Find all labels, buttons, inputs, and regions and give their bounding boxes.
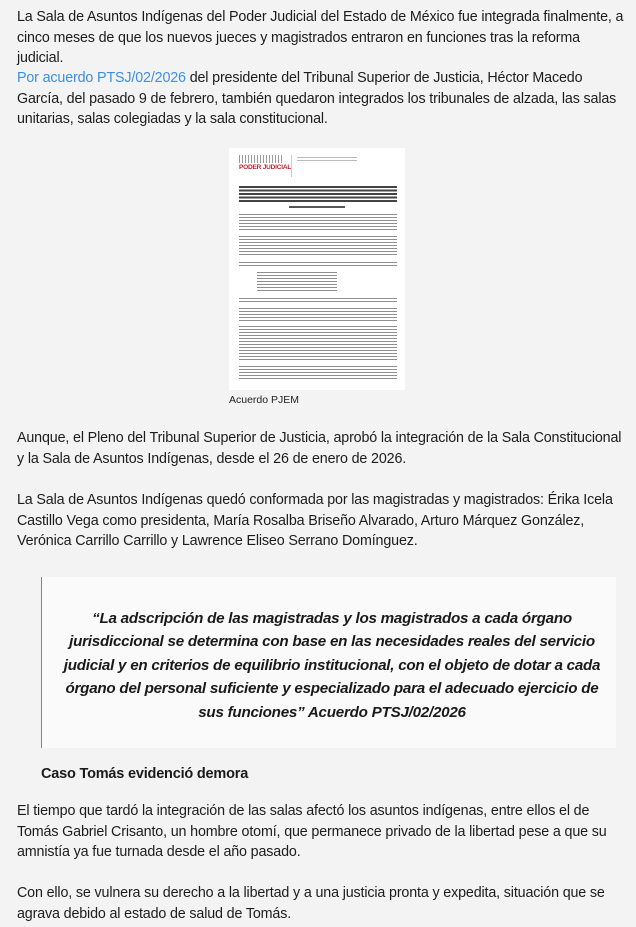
paragraph-acuerdo	[17, 68, 629, 130]
document-list-block	[257, 272, 337, 292]
logo-building-icon	[239, 155, 283, 163]
poder-judicial-logo: PODER JUDICIAL	[239, 164, 292, 171]
paragraph-magistrados: La Sala de Asuntos Indígenas quedó conformada por las magistradas y magistrados: Érika Icela Castillo Vega como presidenta, María Rosalba Briseño Alvarado, Arturo Márquez González, Verónica Carrillo Carrillo y Lawrence Eliseo Serrano Domínguez.	[17, 492, 613, 549]
paragraph-pleno: Aunque, el Pleno del Tribunal Superior de Justicia, aprobó la integración de la Sala Constitucional y la Sala de Asuntos Indígenas, desde el 26 de enero de 2026.	[17, 430, 622, 467]
image-caption: Acuerdo PJEM	[229, 394, 300, 406]
document-text-block	[239, 236, 397, 256]
document-text-block	[239, 214, 397, 230]
document-text-block	[239, 262, 397, 268]
acuerdo-link[interactable]: Por acuerdo PTSJ/02/2026	[17, 70, 186, 86]
document-text-block	[239, 366, 397, 380]
document-text-block	[239, 298, 397, 304]
document-header	[239, 155, 399, 183]
paragraph-derecho: Con ello, se vulnera su derecho a la libertad y a una justicia pronta y expedita, situación que se agrava debido al estado de salud de Tomás.	[17, 885, 605, 922]
logo-divider	[291, 155, 292, 177]
document-text-block	[239, 308, 397, 322]
acuerdo-document-image[interactable]	[229, 148, 405, 390]
paragraph-tomas: El tiempo que tardó la integración de las salas afectó los asuntos indígenas, entre ellos el de Tomás Gabriel Crisanto, un hombre otomí, que permanece privado de la libertad pese a que su amnistía ya fue turnada desde el año pasado.	[17, 803, 607, 860]
paragraph-acuerdo-text: del presidente del Tribunal Superior de Justicia, Héctor Macedo García, del pasado 9 de febrero, también quedaron integrados los tribunales de alzada, las salas unitarias, salas colegiadas y la sala constitucional.	[17, 70, 617, 127]
header-text-lines	[297, 157, 357, 163]
document-title-block	[239, 186, 397, 202]
blockquote	[41, 577, 616, 748]
section-heading: Caso Tomás evidenció demora	[41, 766, 249, 782]
document-text-block	[239, 326, 397, 362]
document-section-heading	[289, 206, 345, 208]
quote-text: “La adscripción de las magistradas y los magistrados a cada órgano jurisdiccional se determina con base en las necesidades reales del servicio judicial y en criterios de equilibrio institucional, con el objeto de dotar a cada órgano del personal suficiente y especializado para el adecuado ejercicio de sus funciones” Acuerdo PTSJ/02/2026	[63, 610, 601, 721]
paragraph-intro: La Sala de Asuntos Indígenas del Poder Judicial del Estado de México fue integrada finalmente, a cinco meses de que los nuevos jueces y magistrados entraron en funciones tras la reforma judicial.	[17, 9, 624, 66]
